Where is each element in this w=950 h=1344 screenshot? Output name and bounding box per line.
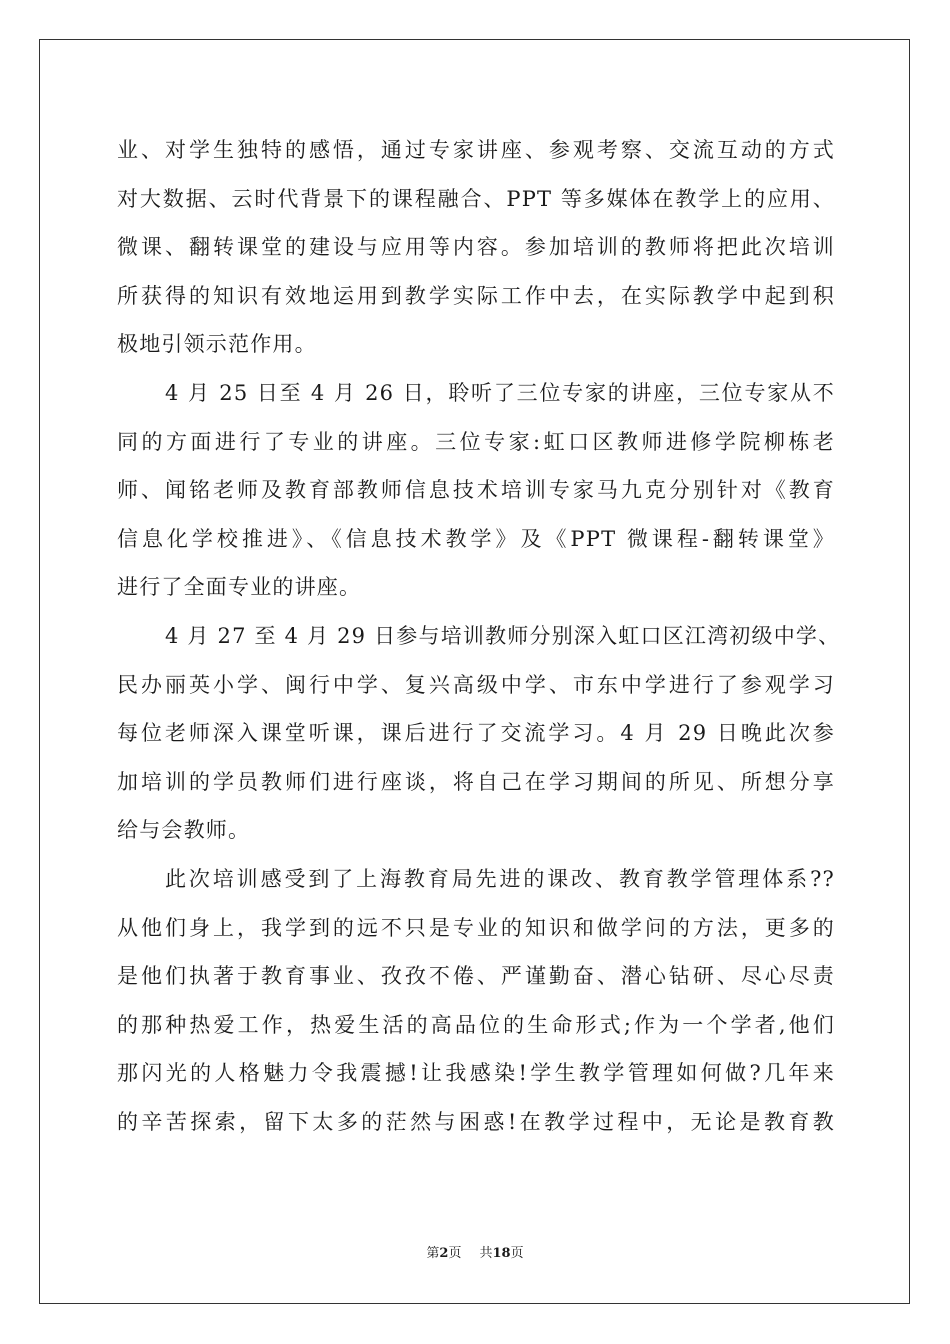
document-body xyxy=(117,130,841,1150)
text-line: 师、闻铭老师及教育部教师信息技术培训专家马九克分别针对《教育 xyxy=(117,478,835,503)
text-line: 进行了全面专业的讲座。 xyxy=(117,575,362,600)
page-current: 2 xyxy=(439,1246,449,1261)
page-suffix: 页 xyxy=(448,1246,462,1261)
text-line: 同的方面进行了专业的讲座。三位专家:虹口区教师进修学院柳栋老 xyxy=(117,429,835,454)
text-line: 对大数据、云时代背景下的课程融合、PPT 等多媒体在教学上的应用、 xyxy=(117,186,835,211)
total-suffix: 页 xyxy=(510,1246,524,1261)
text-line: 所获得的知识有效地运用到教学实际工作中去，在实际教学中起到积 xyxy=(117,283,835,308)
text-line: 从他们身上，我学到的远不只是专业的知识和做学问的方法，更多的 xyxy=(117,915,835,940)
page-footer xyxy=(0,1242,950,1261)
page-total: 18 xyxy=(492,1246,511,1261)
text-line: 那闪光的人格魅力令我震撼!让我感染!学生教学管理如何做?几年来 xyxy=(117,1061,835,1086)
text-line: 业、对学生独特的感悟，通过专家讲座、参观考察、交流互动的方式 xyxy=(117,138,835,162)
text-line: 是他们执著于教育事业、孜孜不倦、严谨勤奋、潜心钻研、尽心尽责 xyxy=(117,964,835,989)
text-line: 加培训的学员教师们进行座谈，将自己在学习期间的所见、所想分享 xyxy=(117,769,835,794)
text-line: 此次培训感受到了上海教育局先进的课改、教育教学管理体系?? xyxy=(165,866,835,891)
page-prefix: 第 xyxy=(426,1246,440,1261)
text-line: 4 月 27 至 4 月 29 日参与培训教师分别深入虹口区江湾初级中学、 xyxy=(165,623,841,648)
total-prefix: 共 xyxy=(479,1246,493,1261)
text-line: 民办丽英小学、闽行中学、复兴高级中学、市东中学进行了参观学习 xyxy=(117,672,835,697)
text-line: 4 月 25 日至 4 月 26 日，聆听了三位专家的讲座，三位专家从不 xyxy=(165,380,835,405)
text-line: 的那种热爱工作，热爱生活的高品位的生命形式;作为一个学者,他们 xyxy=(117,1012,835,1037)
text-line: 微课、翻转课堂的建设与应用等内容。参加培训的教师将把此次培训 xyxy=(117,235,835,260)
text-line: 信息化学校推进》、《信息技术教学》及《PPT 微课程-翻转课堂》 xyxy=(117,526,835,551)
text-line: 每位老师深入课堂听课，课后进行了交流学习。4 月 29 日晚此次参 xyxy=(117,721,835,746)
text-line: 的辛苦探索，留下太多的茫然与困惑!在教学过程中，无论是教育教 xyxy=(117,1109,835,1134)
text-line: 极地引领示范作用。 xyxy=(117,332,317,357)
text-line: 给与会教师。 xyxy=(117,818,251,843)
